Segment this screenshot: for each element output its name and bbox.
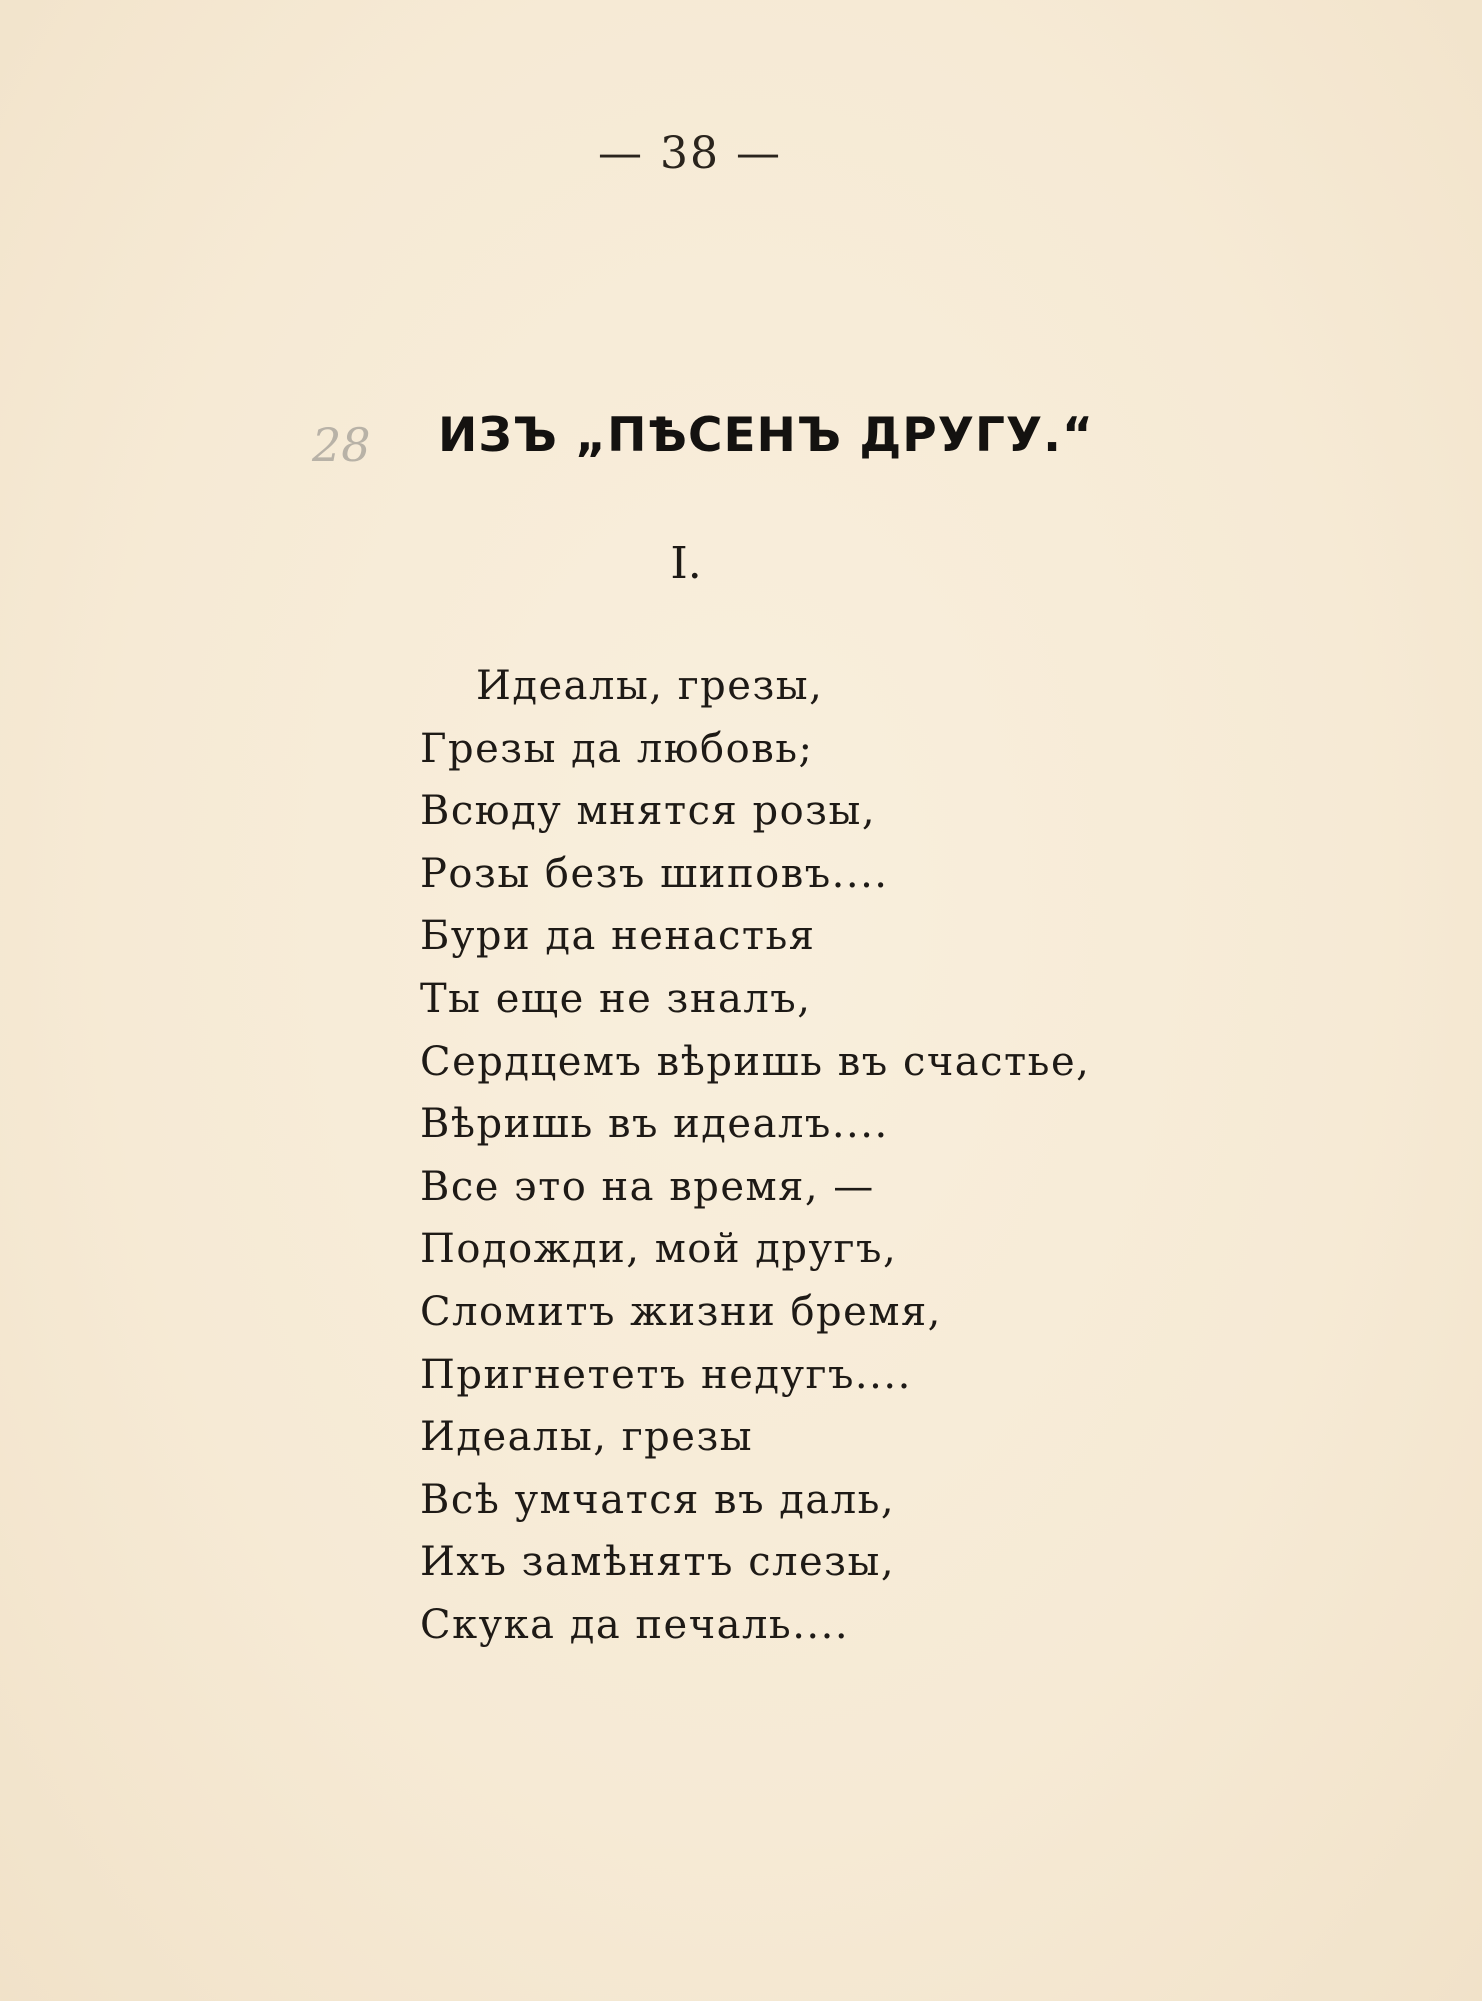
section-number: I. [670,538,702,589]
poem-line: Подожди, мой другъ, [420,1226,898,1273]
poem-line: Бури да ненастья [420,913,816,960]
poem-line: Пригнететъ недугъ.... [420,1351,912,1398]
poem-line: Всюду мнятся розы, [420,788,877,835]
poem-line: Скука да печаль.... [420,1601,850,1648]
poem-line: Идеалы, грезы, [476,663,824,709]
poem-line: Розы безъ шиповъ.... [420,850,889,897]
poem-line: Ихъ замѣнятъ слезы, [420,1539,896,1586]
poem-line: Всѣ умчатся въ даль, [420,1476,896,1523]
pencil-page-annotation: 28 [312,418,371,472]
poem-line: Идеалы, грезы [420,1414,754,1461]
poem-line: Сердцемъ вѣришь въ счастье, [420,1038,1091,1085]
poem-line: Все это на время, — [420,1163,875,1210]
poem-line: Ты еще не зналъ, [420,975,812,1022]
poem-line: Вѣришь въ идеалъ.... [420,1101,889,1148]
poem-line: Грезы да любовь; [420,725,814,772]
poem-title: ИЗЪ „ПѢСЕНЪ ДРУГУ.“ [438,408,1094,463]
poem-line: Сломитъ жизни бремя, [420,1288,942,1335]
poem-body [420,655,1120,1657]
page-number: — 38 — [598,128,782,179]
